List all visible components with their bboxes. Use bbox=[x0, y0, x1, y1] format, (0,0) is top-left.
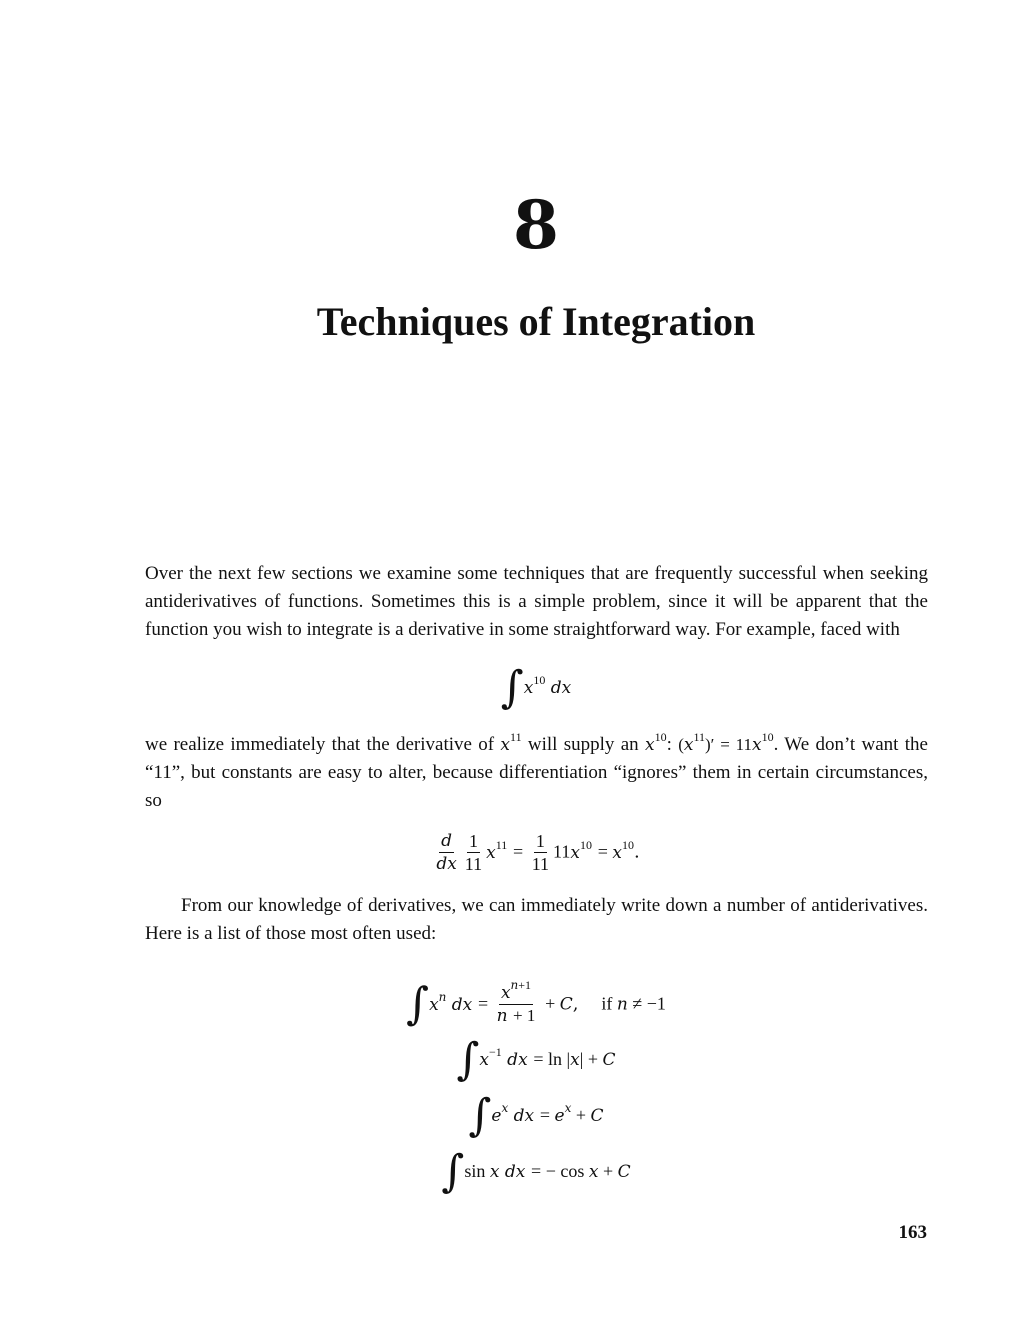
derivative-paragraph: we realize immediately that the derivative of $x^{11}$ will supply an $x^{10}$: $(x^{11})' = 11x^{10}$. We don’t want the “11”, but constants are easy to alter, because differentiation “ignores” them in certain circumstances, so bbox=[145, 730, 928, 811]
chapter-title: Techniques of Integration bbox=[316, 299, 756, 344]
chapter-number: 8 bbox=[513, 186, 559, 264]
intro-paragraph: Over the next few sections we examine some techniques that are frequently successful when seeking antiderivatives of functions. Sometimes this is a simple problem, since it will be apparent that the function you wish to integrate is a derivative in some straightforward way. For example, faced with bbox=[145, 563, 928, 640]
equation-derivative: $\frac{d}{dx}$ $\frac{1}{11}$ $x^{11}$ = $\frac{1}{11}$ $11x^{10} = x^{10}$. bbox=[436, 831, 640, 874]
equation-integral-x10: $\int x^{10}$ dx bbox=[500, 662, 572, 713]
formula-exponential: $\int e^x$ dx = $e^x + C$ bbox=[468, 1090, 604, 1141]
formula-sine: ∫sin x dx = − cos x + C bbox=[441, 1146, 631, 1197]
list-intro-paragraph: From our knowledge of derivatives, we can immediately write down a number of antiderivatives. Here is a list of those most often used: bbox=[145, 895, 928, 944]
formula-reciprocal: $\int x^{-1}$ dx = ln |x| + C bbox=[456, 1034, 616, 1085]
formula-power-rule: $\int x^n$ dx = $\frac{x^{n+1}}{n + 1}$ + C, if n ≠ −1 bbox=[406, 978, 666, 1030]
page-number: 163 bbox=[898, 1222, 927, 1243]
